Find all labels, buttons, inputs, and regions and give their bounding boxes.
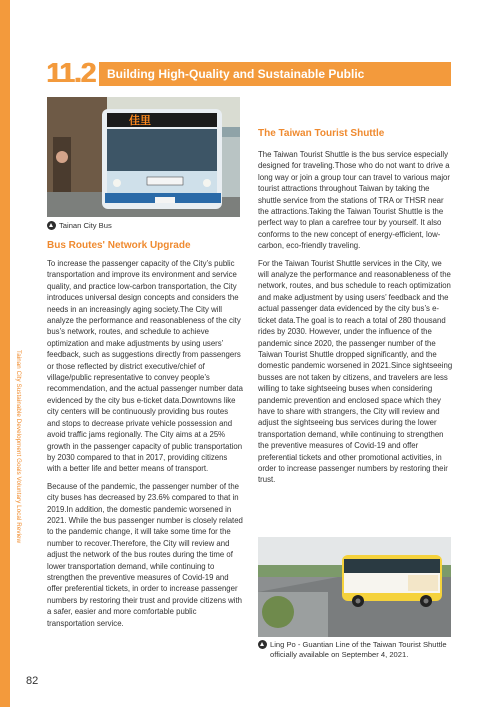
section-number: 11.2 [46, 57, 95, 88]
left-paragraph-2: Because of the pandemic, the passenger number of the city buses has decreased by 23.6% compared to that in 2019.In addition, the domestic pandemic worsened in 2021. While the bus passenger number is closely related to the pandemic change, it will take some time for the number to recover.Therefore, the City will review and adjust the network of the bus routes during the time of lower transportation demand, while continuing to strengthen the preventive measures of Covid-19 and offer preferential tickets, in order to increase passenger numbers by restoring their trust and provide citizens with a safer, easier and more comfortable public transportation service. [47, 481, 243, 628]
right-body [258, 149, 453, 486]
shuttle-photo-caption [258, 640, 453, 659]
left-heading: Bus Routes' Network Upgrade [47, 240, 191, 251]
left-paragraph-1: To increase the passenger capacity of the City’s public transportation and improve its environment and service quality, and practice low-carbon transportation, the City introduces universal design concepts and considers the needs in an increasingly aging society.The City will analyze the performance and reasonableness of the city bus’s network, routes, and schedule to achieve optimization and make adjustments by using users’ feedback, such as suggestions directly from passengers or those reflected by district executive/chief of village/public representative to convey people’s recommendation, and the actual passenger number data evidenced by the city bus e-ticket data.Downtowns like city centers will be continuously providing bus routes and stops to decrease private vehicle possession and avoid traffic jams regionally. The City aims at a 25% growth in the passenger capacity of public transportation by 2030 compared to that in 2017, providing citizens with a better life and better means of transport. [47, 259, 243, 474]
caption-triangle-icon [47, 221, 56, 230]
city-bus-photo-caption [47, 221, 240, 231]
caption-text: Ling Po - Guantian Line of the Taiwan Tourist Shuttle officially available on September 4, 2021. [270, 640, 447, 659]
side-vertical-label: Tainan City Sustainable Development Goals Voluntary Local Review [15, 350, 22, 544]
section-title: Building High-Quality and Sustainable Public [107, 67, 365, 81]
section-title-bar [99, 62, 451, 86]
city-bus-photo [47, 97, 240, 217]
caption-triangle-icon [258, 640, 267, 649]
left-body [47, 258, 243, 629]
right-heading: The Taiwan Tourist Shuttle [258, 128, 385, 139]
tourist-shuttle-photo [258, 537, 451, 637]
bus-destination-sign: 佳里 [129, 114, 151, 127]
right-paragraph-1: The Taiwan Tourist Shuttle is the bus service especially designed for traveling.Those who do not want to drive a long way or join a group tour can travel to various major tourist attractions throughout Taiwan by taking the shuttle service from the stations of TRA or THSR near the attractions.Taking the Taiwan Tourist Shuttle is the perfect way to plan a carefree tour by yourself. It also conforms to the new concept of energy-efficient, low-carbon, eco-friendly traveling. [258, 150, 450, 251]
side-accent-strip [0, 0, 10, 707]
page-number: 82 [26, 675, 39, 687]
right-paragraph-2: For the Taiwan Tourist Shuttle services in the City, we will analyze the performance and reasonableness of the network, routes, and bus schedule to reach optimization and make adjustment by using users’ feedback and the actual passenger data evidenced by the city bus’s e-ticket data.The goal is to reach a total of 280 thousand rides by 2030. However, under the influence of the pandemic since 2020, the passenger number of the Taiwan Tourist Shuttle dropped significantly, and the domestic pandemic worsened in 2021.Since sightseeing busses are not taken by citizens, and travelers are less willing to take sightseeing buses when considering pandemic prevention and enclosed space which they have to share with strangers, the City will review and adjust the sightseeing bus services during the lower transportation demand, while continuing to strengthen the preventive measures of Covid-19 and offer preferential tickets and other promotional activities, in order to increase passenger numbers by restoring their trust. [258, 258, 453, 485]
caption-text: Tainan City Bus [59, 221, 112, 230]
